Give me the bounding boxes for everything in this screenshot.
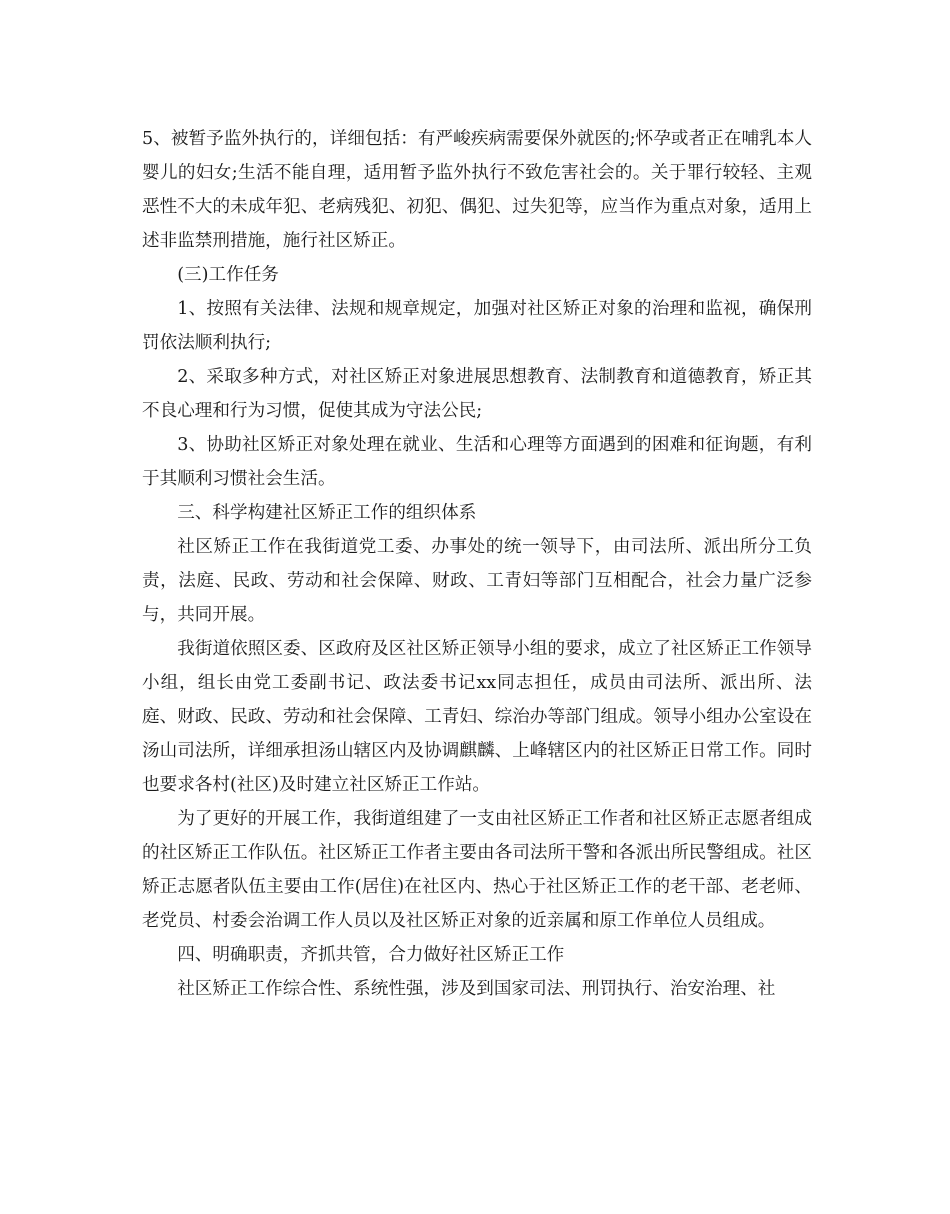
paragraph-task-1: 1、按照有关法律、法规和规章规定，加强对社区矫正对象的治理和监视，确保刑罚依法顺利执行; <box>142 299 812 353</box>
paragraph-comprehensive-work: 社区矫正工作综合性、系统性强，涉及到国家司法、刑罚执行、治安治理、社 <box>177 979 776 999</box>
paragraph-leadership: 社区矫正工作在我街道党工委、办事处的统一领导下，由司法所、派出所分工负责，法庭、民政、劳动和社会保障、财政、工青妇等部门互相配合，社会力量广泛参与，共同开展。 <box>142 537 812 625</box>
paragraph-task-3: 3、协助社区矫正对象处理在就业、生活和心理等方面遇到的困难和征询题，有利于其顺利习惯社会生活。 <box>142 435 812 489</box>
paragraph-task-2: 2、采取多种方式，对社区矫正对象进展思想教育、法制教育和道德教育，矫正其不良心理和行为习惯，促使其成为守法公民; <box>142 367 812 421</box>
paragraph-item-5-supervision: 5、被暂予监外执行的，详细包括：有严峻疾病需要保外就医的;怀孕或者正在哺乳本人婴儿的妇女;生活不能自理，适用暂予监外执行不致危害社会的。关于罪行较轻、主观恶性不大的未成年犯、老病残犯、初犯、偶犯、过失犯等，应当作为重点对象，适用上述非监禁刑措施，施行社区矫正。 <box>142 129 812 251</box>
section-heading-work-tasks: (三)工作任务 <box>177 265 279 285</box>
paragraph-work-team: 为了更好的开展工作，我街道组建了一支由社区矫正工作者和社区矫正志愿者组成的社区矫正工作队伍。社区矫正工作者主要由各司法所干警和各派出所民警组成。社区矫正志愿者队伍主要由工作(居住)在社区内、热心于社区矫正工作的老干部、老老师、老党员、村委会治调工作人员以及社区矫正对象的近亲属和原工作单位人员组成。 <box>142 809 812 931</box>
document-body <box>142 122 812 1006</box>
paragraph-leading-group: 我街道依照区委、区政府及区社区矫正领导小组的要求，成立了社区矫正工作领导小组，组长由党工委副书记、政法委书记xx同志担任，成员由司法所、派出所、法庭、财政、民政、劳动和社会保障、工青妇、综治办等部门组成。领导小组办公室设在汤山司法所，详细承担汤山辖区内及协调麒麟、上峰辖区内的社区矫正日常工作。同时也要求各村(社区)及时建立社区矫正工作站。 <box>142 639 812 795</box>
section-heading-responsibilities: 四、明确职责，齐抓共管，合力做好社区矫正工作 <box>177 945 565 965</box>
section-heading-organization: 三、科学构建社区矫正工作的组织体系 <box>177 503 477 523</box>
